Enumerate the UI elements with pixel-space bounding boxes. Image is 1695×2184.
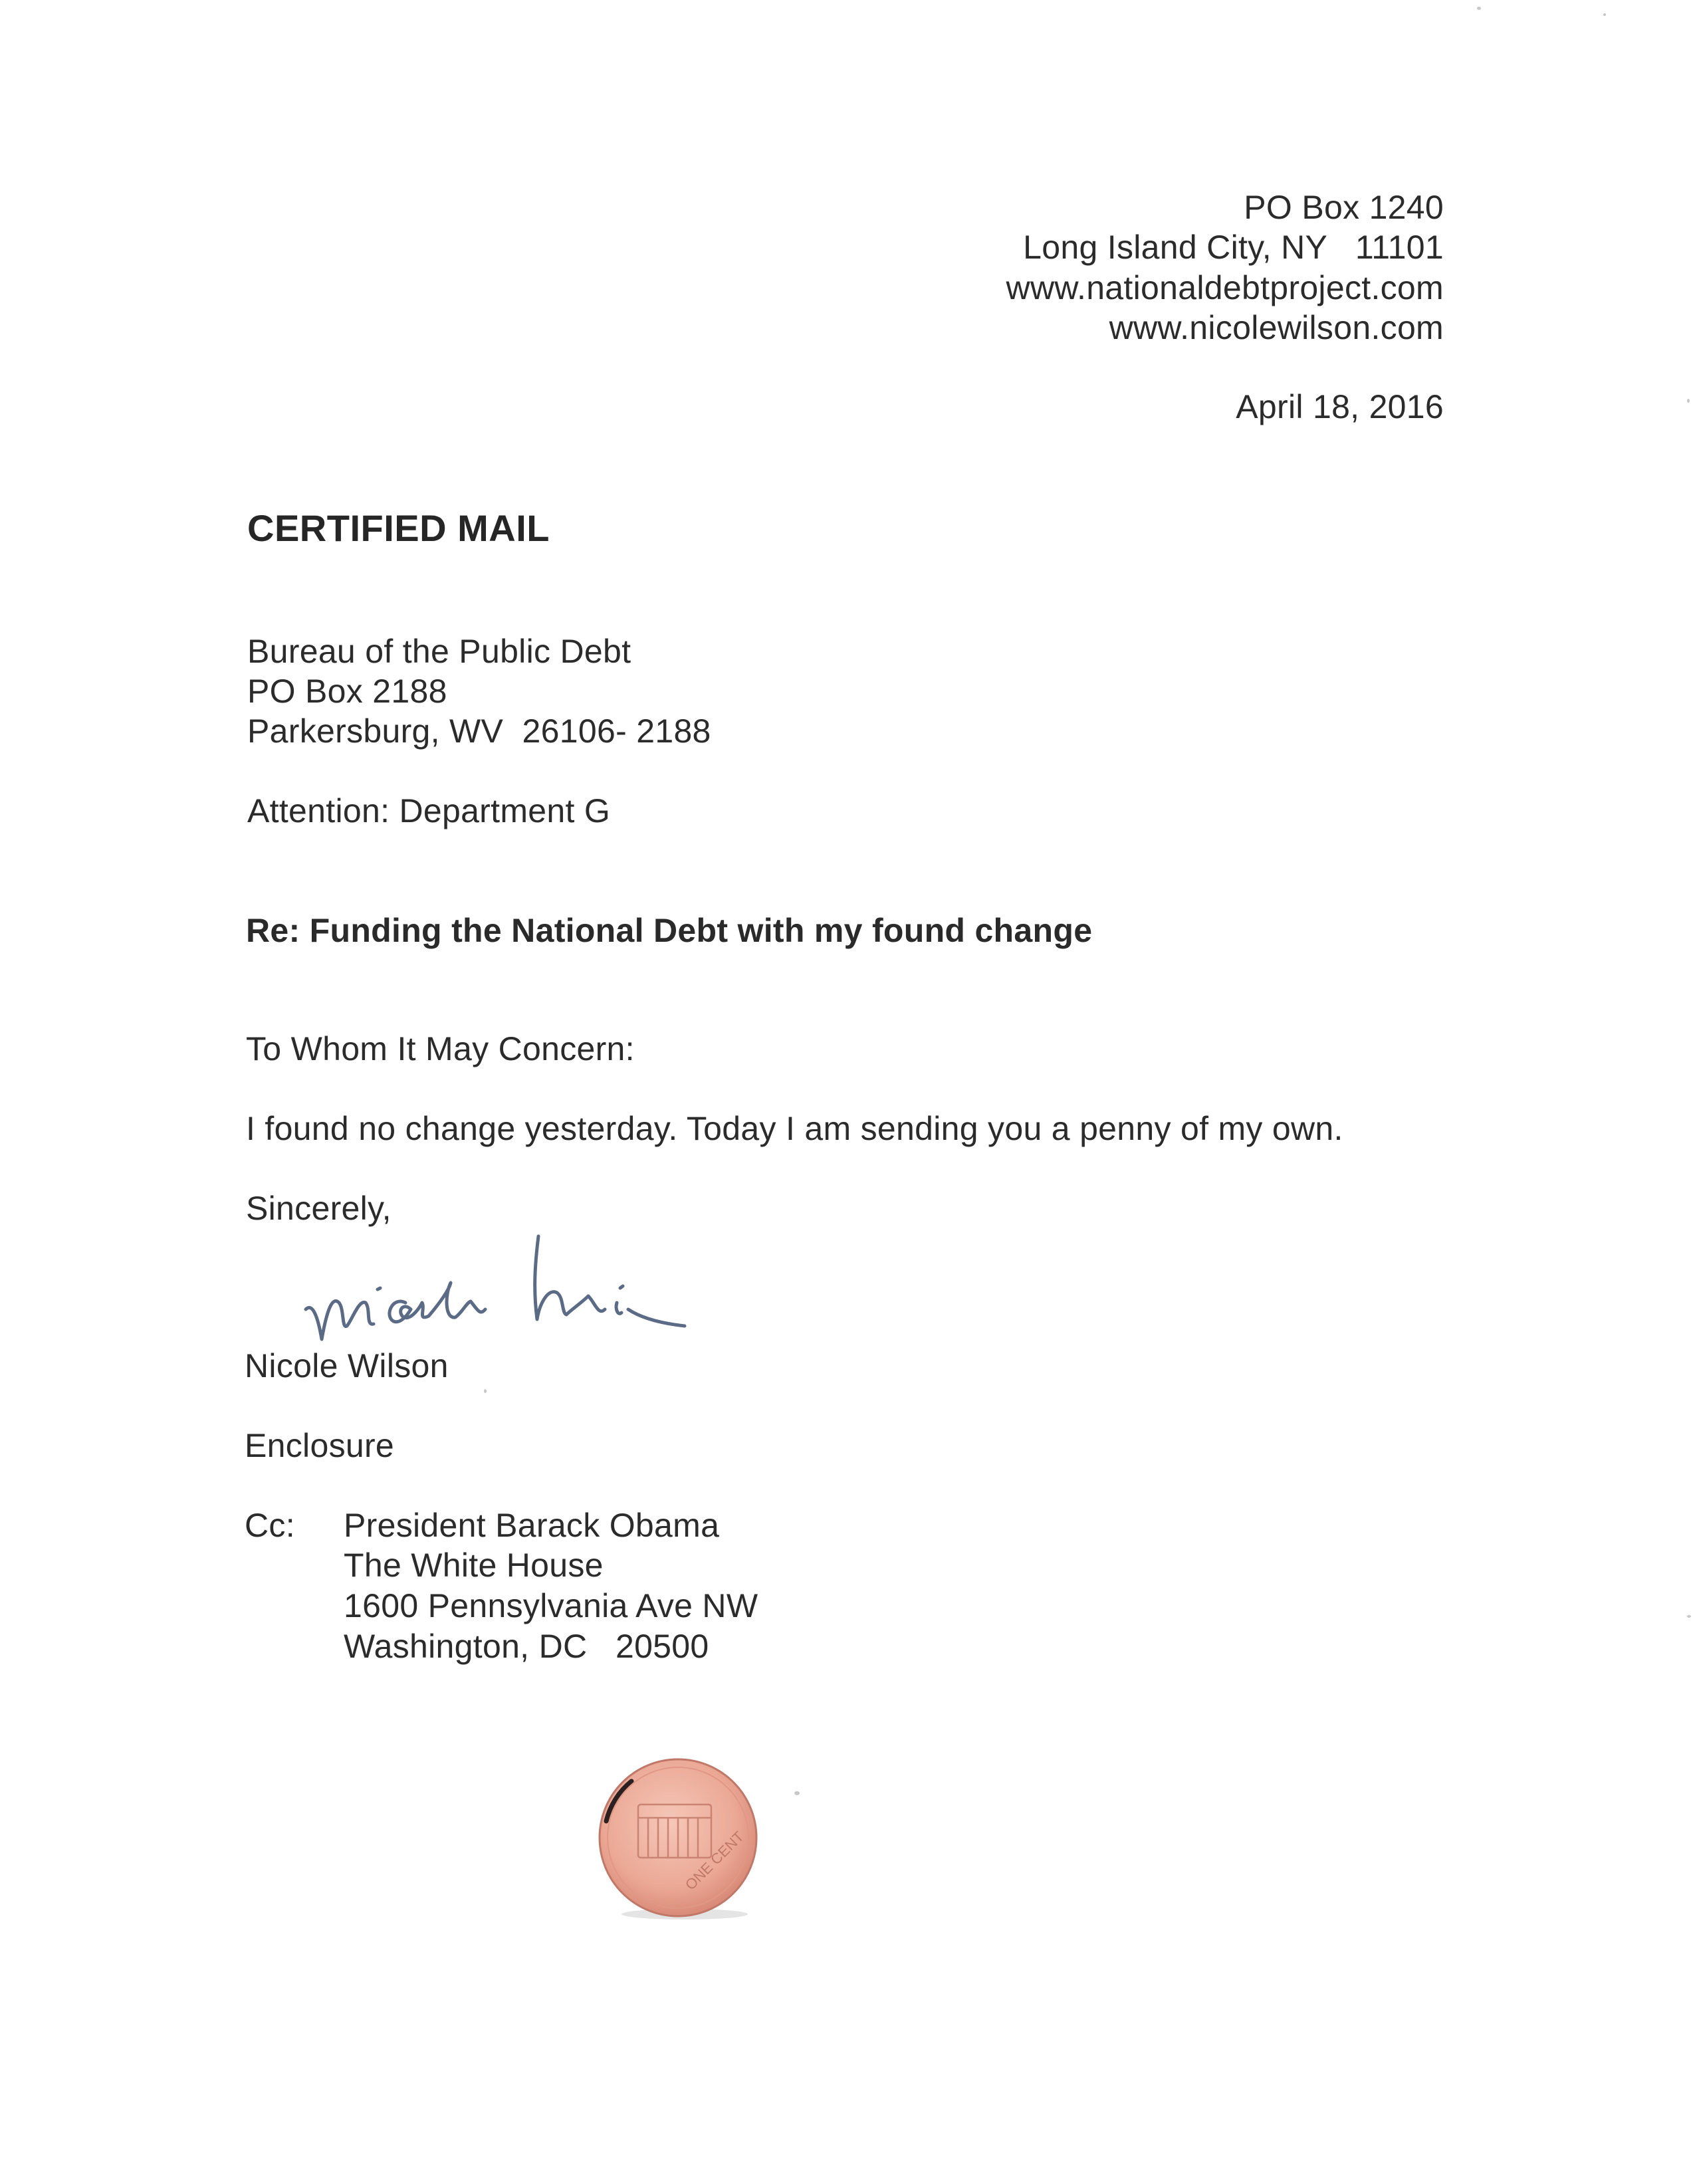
signer-name: Nicole Wilson — [245, 1347, 449, 1384]
scan-speck — [1687, 1615, 1691, 1618]
subject-line: Re: Funding the National Debt with my found change — [246, 912, 1093, 949]
handwritten-signature — [292, 1210, 718, 1363]
recipient-address-line-2: Parkersburg, WV 26106- 2188 — [247, 712, 711, 750]
recipient-address-line-1: PO Box 2188 — [247, 673, 447, 710]
penny-inscription: ONE CENT — [681, 1828, 747, 1894]
sender-website-1: www.nationaldebtproject.com — [1006, 269, 1444, 306]
scan-speck — [1603, 13, 1606, 16]
scan-speck — [794, 1791, 800, 1795]
cc-line: Washington, DC 20500 — [344, 1628, 709, 1665]
scan-speck — [1687, 399, 1690, 403]
cc-line: 1600 Pennsylvania Ave NW — [344, 1587, 758, 1624]
body-paragraph: I found no change yesterday. Today I am sending you a penny of my own. — [246, 1110, 1343, 1147]
sender-address-line-2: Long Island City, NY 11101 — [1023, 229, 1444, 266]
recipient-attention: Attention: Department G — [247, 792, 611, 829]
letter-date: April 18, 2016 — [1236, 388, 1444, 425]
scan-speck — [484, 1389, 487, 1393]
recipient-name: Bureau of the Public Debt — [247, 633, 631, 670]
salutation: To Whom It May Concern: — [246, 1030, 635, 1067]
scan-speck — [1477, 7, 1481, 10]
closing: Sincerely, — [246, 1190, 392, 1227]
sender-website-2: www.nicolewilson.com — [1109, 309, 1444, 346]
sender-address-line-1: PO Box 1240 — [1244, 189, 1444, 226]
enclosure-note: Enclosure — [245, 1427, 395, 1464]
cc-line: President Barack Obama — [344, 1507, 720, 1544]
cc-label: Cc: — [245, 1507, 295, 1544]
cc-line: The White House — [344, 1547, 604, 1584]
penny-coin — [592, 1755, 764, 1927]
mail-type-heading: CERTIFIED MAIL — [247, 507, 550, 549]
